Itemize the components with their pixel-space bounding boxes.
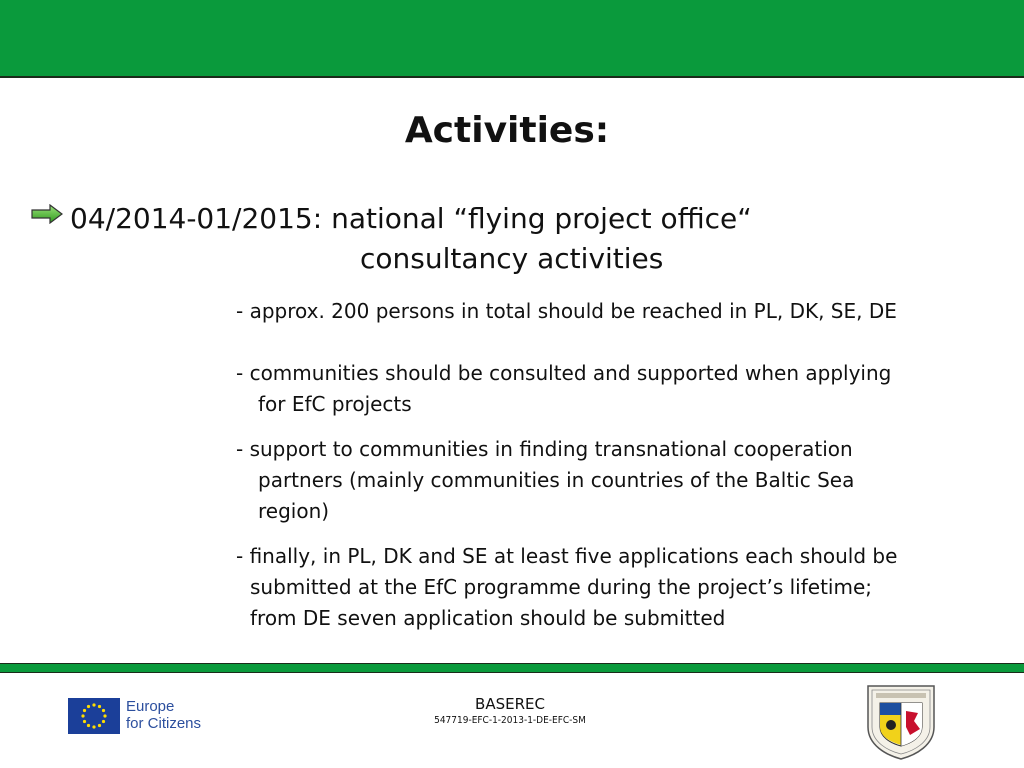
project-name: BASEREC: [475, 695, 545, 713]
eu-logo-line-1: Europe: [126, 698, 175, 715]
right-arrow-icon: [30, 204, 64, 224]
coat-of-arms-seal-icon: [864, 683, 938, 761]
top-green-band: [0, 0, 1024, 78]
bullet-item: - support to communities in finding transnational cooperation partners (mainly communities in countries of the Baltic Sea region): [236, 437, 855, 523]
bullet-item: - finally, in PL, DK and SE at least five applications each should be submitted at the EfC programme during the project’s lifetime; from DE seven application should be submitted: [236, 544, 898, 630]
slide-title: Activities:: [404, 110, 610, 151]
bottom-green-band: [0, 663, 1024, 673]
bullet-item: - approx. 200 persons in total should be reached in PL, DK, SE, DE: [236, 299, 897, 323]
bullet-list: [236, 296, 1016, 634]
project-code: 547719-EFC-1-2013-1-DE-EFC-SM: [434, 715, 586, 726]
bullet-item: - communities should be consulted and supported when applying for EfC projects: [236, 361, 892, 416]
heading-line-1: 04/2014-01/2015: national “flying project office“: [70, 202, 752, 235]
footer-project-info: [360, 694, 660, 728]
heading-line-2: consultancy activities: [360, 242, 664, 275]
eu-flag-icon: [68, 698, 120, 734]
eu-logo-line-2: for Citizens: [126, 715, 202, 732]
europe-for-citizens-logo: [68, 698, 208, 736]
